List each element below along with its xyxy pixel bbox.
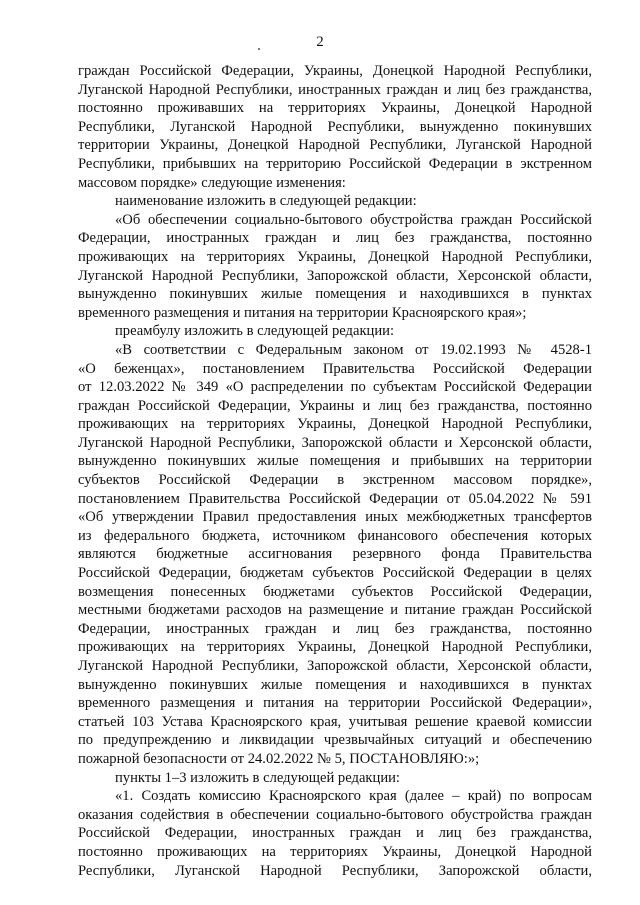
text-line: Республики, Луганской Народной Республики, Запорожской области,	[78, 862, 592, 879]
text-line: пункты 1–3 изложить в следующей редакции:	[115, 769, 400, 786]
text-line: Российской Федерации, бюджетам субъектов Российской Федерации в целях	[78, 565, 592, 582]
text-line: Российской Федерации, иностранных граждан и лиц без гражданства,	[78, 825, 592, 842]
text-line: вынужденно покинувших жилые помещения и прибывших на территории	[78, 453, 592, 470]
text-line: «О беженцах», постановлением Правительства Российской Федерации	[78, 360, 592, 377]
text-line: из федерального бюджета, источником финансового обеспечения которых	[78, 527, 592, 544]
text-line: являются бюджетные ассигнования резервного фонда Правительства	[78, 546, 592, 563]
text-line: вынужденно покинувших жилые помещения и находившихся в пунктах	[78, 676, 592, 693]
text-line: местными бюджетами расходов на размещение и питание граждан Российской	[78, 602, 592, 619]
text-line: возмещения понесенных бюджетами субъектов Российской Федерации,	[78, 583, 592, 600]
text-line: наименование изложить в следующей редакции:	[115, 193, 417, 210]
text-line: по предупреждению и ликвидации чрезвычайных ситуаций и обеспечению	[78, 732, 592, 749]
text-line: Республики, Луганской Народной Республики, вынужденно покинувших	[78, 118, 592, 135]
text-line: проживающих на территориях Украины, Донецкой Народной Республики,	[78, 416, 592, 433]
text-line: постоянно проживающих на территориях Украины, Донецкой Народной	[78, 843, 592, 860]
text-line: граждан Российской Федерации, Украины и лиц без гражданства, постоянно	[78, 397, 592, 414]
page-number: 2	[316, 34, 324, 50]
text-line: Федерации, иностранных граждан и лиц без гражданства, постоянно	[78, 230, 592, 247]
text-line: вынужденно покинувших жилые помещения и находившихся в пунктах	[78, 286, 592, 303]
text-line: «В соответствии с Федеральным законом от 19.02.1993 № 4528-1	[115, 341, 592, 358]
text-line: Луганской Народной Республики, Запорожской области и Херсонской области,	[78, 434, 592, 451]
text-line: проживающих на территориях Украины, Донецкой Народной Республики,	[78, 248, 592, 265]
text-line: проживающих на территориях Украины, Донецкой Народной Республики,	[78, 639, 592, 656]
scan-speck	[258, 48, 260, 50]
text-line: Луганской Народной Республики, Запорожской области, Херсонской области,	[78, 267, 592, 284]
text-line: от 12.03.2022 № 349 «О распределении по субъектам Российской Федерации	[78, 379, 592, 396]
text-line: субъектов Российской Федерации в экстренном массовом порядке»,	[78, 472, 592, 489]
text-line: оказания содействия в обеспечении социально-бытового обустройства граждан	[78, 806, 592, 823]
text-line: пожарной безопасности от 24.02.2022 № 5, ПОСТАНОВЛЯЮ:»;	[78, 750, 480, 767]
text-line: территории Украины, Донецкой Народной Республики, Луганской Народной	[78, 137, 592, 154]
text-line: постоянно проживавших на территориях Украины, Донецкой Народной	[78, 100, 592, 117]
text-line: граждан Российской Федерации, Украины, Донецкой Народной Республики,	[78, 63, 592, 79]
text-line: Федерации, иностранных граждан и лиц без гражданства, постоянно	[78, 620, 592, 637]
text-line: «Об утверждении Правил предоставления иных межбюджетных трансфертов	[78, 509, 592, 526]
text-line: Луганской Народной Республики, Запорожской области, Херсонской области,	[78, 658, 592, 674]
text-line: статьей 103 Устава Красноярского края, учитывая решение краевой комиссии	[78, 713, 592, 730]
text-line: постановлением Правительства Российской Федерации от 05.04.2022 № 591	[78, 490, 592, 507]
text-line: «Об обеспечении социально-бытового обустройства граждан Российской	[115, 211, 592, 228]
text-line: Республики, прибывших на территорию Российской Федерации в экстренном	[78, 155, 592, 172]
text-line: преамбулу изложить в следующей редакции:	[115, 323, 395, 340]
text-line: «1. Создать комиссию Красноярского края (далее – край) по вопросам	[115, 788, 592, 805]
text-line: массовом порядке» следующие изменения:	[78, 174, 346, 191]
text-line: временного размещения и питания на территории Российской Федерации»,	[78, 695, 592, 712]
text-line: временного размещения и питания на территории Красноярского края»;	[78, 304, 527, 321]
text-line: Луганской Народной Республики, иностранных граждан и лиц без гражданства,	[78, 81, 592, 98]
document-body	[78, 62, 592, 880]
